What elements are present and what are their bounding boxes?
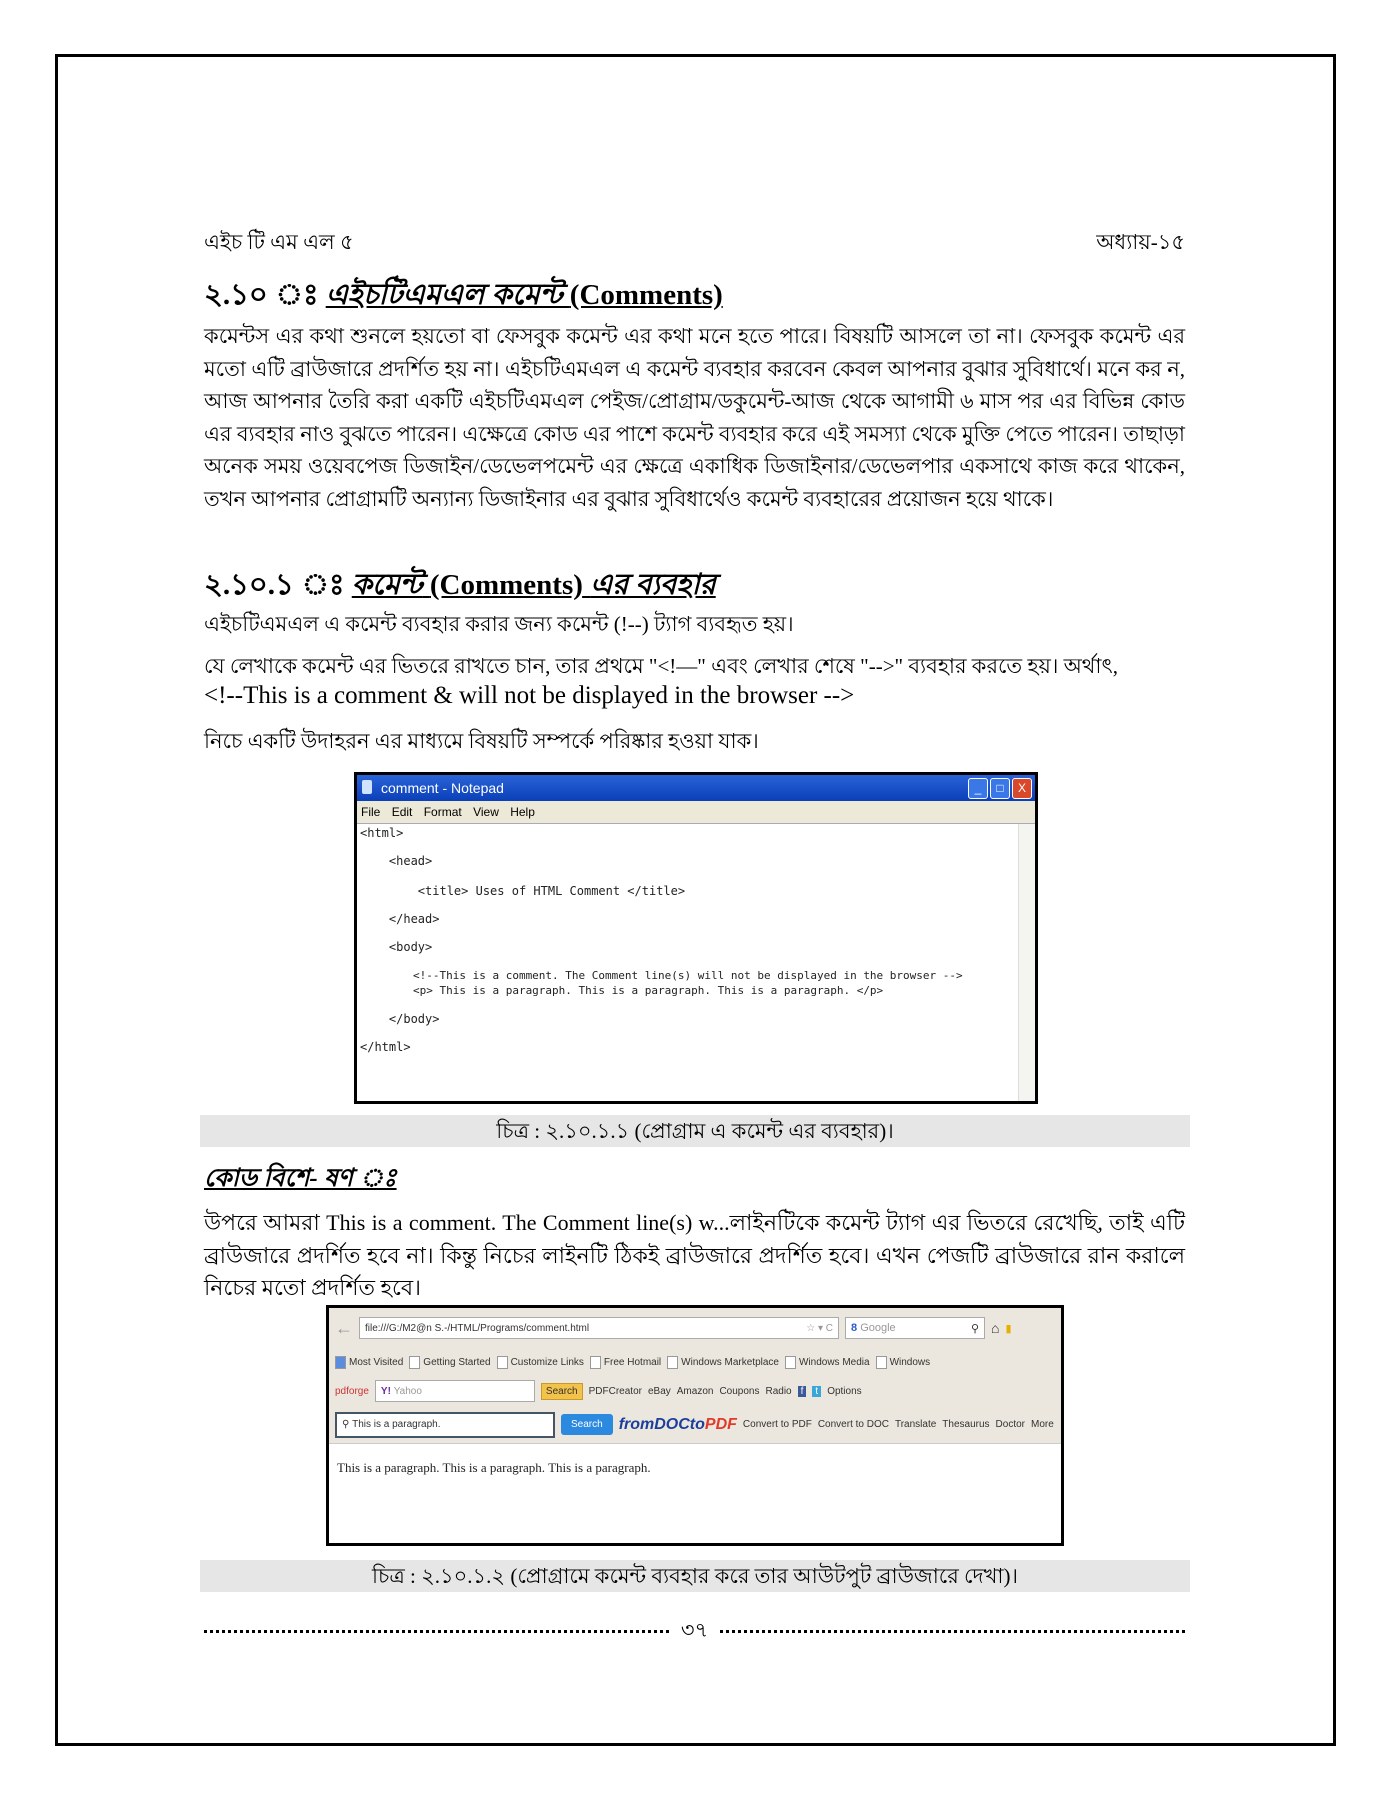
toolbar-item[interactable]: Coupons: [719, 1385, 760, 1397]
figure-caption-1: চিত্র : ২.১০.১.১ (প্রোগ্রাম এ কমেন্ট এর ব্যবহার)।: [200, 1115, 1190, 1147]
bookmarks-bar: [329, 1348, 1061, 1376]
yahoo-search-input[interactable]: Y! Yahoo: [375, 1380, 535, 1402]
bookmark-most-visited[interactable]: Most Visited: [335, 1356, 403, 1369]
toolbar-item[interactable]: Options: [827, 1385, 862, 1397]
menu-view[interactable]: View: [473, 805, 499, 819]
menu-format[interactable]: Format: [423, 805, 462, 819]
toolbar-item[interactable]: Translate: [894, 1419, 937, 1430]
yahoo-search-button[interactable]: Search: [541, 1383, 583, 1400]
bookmark-item[interactable]: Customize Links: [497, 1356, 584, 1369]
code-line: </body>: [360, 1012, 440, 1026]
toolbar-item[interactable]: eBay: [647, 1385, 671, 1397]
section-title-bn: এইচটিএমএল কমেন্ট: [325, 279, 563, 311]
bookmark-item[interactable]: Windows Media: [785, 1356, 870, 1369]
notepad-screenshot: [354, 772, 1038, 1104]
url-input[interactable]: [359, 1317, 839, 1339]
toolbar-item[interactable]: Amazon: [676, 1385, 714, 1397]
section-number: ২.১০ ঃ: [204, 279, 319, 311]
code-analysis-heading: [204, 1158, 397, 1201]
section-title-en: (Comments): [569, 279, 723, 311]
bookmark-item[interactable]: Windows Marketplace: [667, 1356, 779, 1369]
browser-screenshot: [326, 1305, 1064, 1546]
code-line: </head>: [360, 912, 440, 926]
magnifier-icon: ⚲: [342, 1419, 350, 1430]
notepad-title: comment - Notepad: [381, 780, 504, 796]
yahoo-toolbar: [329, 1376, 1061, 1406]
code-analysis-title: কোড বিশে- ষণ ঃ: [204, 1165, 397, 1192]
google-icon: 8: [851, 1322, 858, 1334]
code-line: </html>: [360, 1040, 411, 1054]
toolbar-item[interactable]: Radio: [765, 1385, 792, 1397]
section-title: [326, 279, 723, 311]
code-line: <html>: [360, 826, 404, 840]
back-icon[interactable]: ←: [335, 1317, 353, 1338]
reload-icon[interactable]: ☆ ▾ C: [806, 1322, 833, 1334]
facebook-icon[interactable]: f: [798, 1386, 807, 1397]
browser-page-content: This is a paragraph. This is a paragraph. This is a paragraph.: [337, 1460, 651, 1475]
magnifier-icon[interactable]: ⚲: [970, 1322, 979, 1335]
toolbar-search-value: This is a paragraph.: [352, 1419, 441, 1430]
example-intro: নিচে একটি উদাহরন এর মাধ্যমে বিষয়টি সম্পর্কে পরিষ্কার হওয়া যাক।: [204, 729, 759, 753]
twitter-icon[interactable]: t: [812, 1386, 821, 1397]
subsection-title-en: (Comments): [429, 569, 583, 601]
code-line: <head>: [360, 854, 433, 868]
usage-line: এইচটিএমএল এ কমেন্ট ব্যবহার করার জন্য কমেন্ট (!--) ট্যাগ ব্যবহৃত হয়।: [204, 612, 794, 636]
toolbar-item[interactable]: Convert to DOC: [817, 1419, 889, 1430]
subsection-title: [352, 569, 716, 601]
toolbar-search-input[interactable]: [335, 1412, 555, 1438]
minimize-icon[interactable]: _: [968, 778, 988, 799]
toolbar-item[interactable]: PDFCreator: [588, 1385, 642, 1397]
notepad-titlebar: [357, 775, 1035, 801]
chapter-label: অধ্যায়-১৫: [1096, 230, 1185, 254]
close-icon[interactable]: X: [1012, 778, 1032, 799]
menu-file[interactable]: File: [361, 805, 381, 819]
menu-edit[interactable]: Edit: [391, 805, 413, 819]
code-line: <p> This is a paragraph. This is a paragraph. This is a paragraph. </p>: [360, 984, 884, 997]
scrollbar[interactable]: [1018, 824, 1035, 1104]
toolbar-search-button[interactable]: Search: [561, 1414, 613, 1435]
menu-help[interactable]: Help: [510, 805, 535, 819]
intro-paragraph: কমেন্টস এর কথা শুনলে হয়তো বা ফেসবুক কমেন্ট এর কথা মনে হতে পারে। বিষয়টি আসলে তা না। ফেসবুক কমেন্ট এর মতো এটি ব্রাউজারে প্রদর্শিত হয় না। এইচটিএমএল এ কমেন্ট ব্যবহার করবেন কেবল আপনার বুঝার সুবিধার্থে। মনে কর ন, আজ আপনার তৈরি করা একটি এইচটিএমএল পেইজ/প্রোগ্রাম/ডকুমেন্ট-আজ থেকে আগামী ৬ মাস পর এর বিভিন্ন কোড এর ব্যবহার নাও বুঝতে পারেন। এক্ষেত্রে কোড এর পাশে কমেন্ট ব্যবহার করে এই সমস্যা থেকে মুক্তি পেতে পারেন। তাছাড়া অনেক সময় ওয়েবপেজ ডিজাইন/ডেভেলপমেন্ট এর ক্ষেত্রে একাধিক ডিজাইনার/ডেভেলপার একসাথে কাজ করে থাকেন, তখন আপনার প্রোগ্রামটি অন্যান্য ডিজাইনার এর বুঝার সুবিধার্থেও কমেন্ট ব্যবহারের প্রয়োজন হয়ে থাকে।: [204, 324, 1185, 511]
bookmark-item[interactable]: Windows: [876, 1356, 931, 1369]
toolbar-item[interactable]: Thesaurus: [942, 1419, 990, 1430]
page-number: ৩৭: [680, 1618, 709, 1642]
syntax-line: যে লেখাকে কমেন্ট এর ভিতরে রাখতে চান, তার প্রথমে "<!—" এবং লেখার শেষে "-->" ব্যবহার করতে হয়। অর্থাৎ,: [204, 654, 1118, 678]
address-bar-row: [329, 1308, 1061, 1348]
analysis-paragraph: উপরে আমরা This is a comment. The Comment line(s) w...লাইনটিকে কমেন্ট ট্যাগ এর ভিতরে রেখেছি, তাই এটি ব্রাউজারে প্রদর্শিত হবে না। কিন্তু নিচের লাইনটি ঠিকই ব্রাউজারে প্রদর্শিত হবে। এখন পেজটি ব্রাউজারে রান করালে নিচের মতো প্রদর্শিত হবে।: [204, 1210, 1185, 1300]
docto-toolbar: [329, 1406, 1061, 1444]
url-text: file:///G:/M2@n S.-/HTML/Programs/comment.html: [365, 1322, 590, 1334]
code-line: <!--This is a comment. The Comment line(s) will not be displayed in the browser -->: [360, 969, 963, 982]
book-title: এইচ টি এম এল ৫: [204, 230, 354, 254]
toolbar-item[interactable]: More: [1031, 1419, 1054, 1430]
yahoo-placeholder: Yahoo: [393, 1385, 422, 1397]
pdforge-logo: pdforge: [335, 1385, 369, 1397]
subsection-number: ২.১০.১ ঃ: [204, 569, 345, 601]
footer-dots-right: [720, 1630, 1185, 1633]
subsection-heading: [204, 562, 716, 611]
toolbar-item[interactable]: Doctor: [995, 1419, 1025, 1430]
maximize-icon[interactable]: □: [990, 778, 1010, 799]
search-engine-input[interactable]: [845, 1317, 985, 1339]
bookmark-icon[interactable]: ▮: [1005, 1322, 1012, 1335]
notepad-icon: [362, 780, 372, 794]
subsection-title-bn2: এর ব্যবহার: [590, 569, 716, 601]
footer-dots-left: [204, 1630, 669, 1633]
subsection-title-bn: কমেন্ট: [351, 569, 423, 601]
bookmark-item[interactable]: Getting Started: [409, 1356, 490, 1369]
bookmark-item[interactable]: Free Hotmail: [590, 1356, 661, 1369]
toolbar-item[interactable]: Convert to PDF: [742, 1419, 812, 1430]
home-icon[interactable]: ⌂: [991, 1320, 1000, 1336]
comment-example: <!--This is a comment & will not be displayed in the browser -->: [204, 682, 855, 709]
code-line: <body>: [360, 940, 433, 954]
fromdoctopdf-logo: fromDOCtoPDF: [618, 1415, 737, 1433]
code-line: <title> Uses of HTML Comment </title>: [360, 884, 686, 898]
page-footer: [204, 1614, 1185, 1649]
search-engine-label: Google: [860, 1322, 896, 1334]
section-heading: [204, 272, 723, 321]
notepad-menubar: [357, 801, 1035, 824]
figure-caption-2: চিত্র : ২.১০.১.২ (প্রোগ্রামে কমেন্ট ব্যবহার করে তার আউটপুট ব্রাউজারে দেখা)।: [200, 1560, 1190, 1592]
